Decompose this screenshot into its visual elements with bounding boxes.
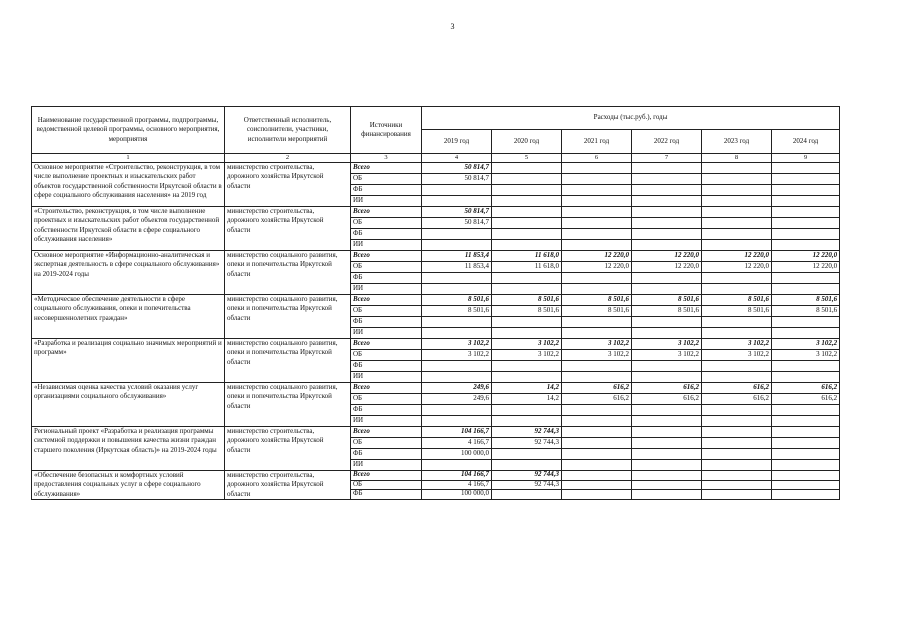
expense-value bbox=[562, 460, 632, 471]
table-row bbox=[32, 295, 840, 306]
expense-value bbox=[492, 372, 562, 383]
expense-value bbox=[702, 405, 772, 416]
expense-value: 3 102,2 bbox=[562, 350, 632, 361]
column-number: 9 bbox=[772, 154, 840, 163]
funding-source: ОБ bbox=[351, 438, 422, 449]
expense-value bbox=[702, 449, 772, 460]
expense-value bbox=[632, 185, 702, 196]
expense-value bbox=[772, 361, 840, 372]
expense-value bbox=[702, 361, 772, 372]
measure-name: «Независимая оценка качества условий оказания услуг организациями социального обслуживания» bbox=[32, 383, 225, 427]
expense-value bbox=[772, 449, 840, 460]
expense-value bbox=[492, 361, 562, 372]
header-year: 2023 год bbox=[702, 130, 772, 154]
responsible-executor: министерство социального развития, опеки и попечительства Иркутской области bbox=[225, 295, 351, 339]
expense-value bbox=[562, 449, 632, 460]
responsible-executor: министерство строительства, дорожного хозяйства Иркутской области bbox=[225, 163, 351, 207]
expense-value: 4 166,7 bbox=[422, 438, 492, 449]
expense-value bbox=[772, 174, 840, 185]
responsible-executor: министерство строительства, дорожного хозяйства Иркутской области bbox=[225, 427, 351, 471]
expense-value: 12 220,0 bbox=[772, 251, 840, 262]
measure-name: «Обеспечение безопасных и комфортных условий предоставления социальных услуг в сфере социального обслуживания» bbox=[32, 471, 225, 500]
funding-source: ФБ bbox=[351, 449, 422, 460]
expense-value bbox=[562, 372, 632, 383]
expense-value: 8 501,6 bbox=[562, 306, 632, 317]
column-number: 4 bbox=[422, 154, 492, 163]
expense-value bbox=[492, 449, 562, 460]
expense-value: 12 220,0 bbox=[772, 262, 840, 273]
funding-source: ФБ bbox=[351, 317, 422, 328]
table-row bbox=[32, 471, 840, 481]
expense-value: 3 102,2 bbox=[772, 350, 840, 361]
expense-value: 11 853,4 bbox=[422, 251, 492, 262]
funding-source: ОБ bbox=[351, 306, 422, 317]
funding-source: ОБ bbox=[351, 480, 422, 490]
expense-value bbox=[422, 405, 492, 416]
expense-value bbox=[562, 427, 632, 438]
expense-value bbox=[562, 174, 632, 185]
expense-value bbox=[562, 284, 632, 295]
funding-source: ИИ bbox=[351, 372, 422, 383]
expense-value: 616,2 bbox=[702, 394, 772, 405]
expense-value: 50 814,7 bbox=[422, 174, 492, 185]
expense-value: 3 102,2 bbox=[702, 339, 772, 350]
expense-value bbox=[702, 273, 772, 284]
responsible-executor: министерство социального развития, опеки и попечительства Иркутской области bbox=[225, 383, 351, 427]
column-number: 2 bbox=[225, 154, 351, 163]
expense-value bbox=[772, 207, 840, 218]
funding-source: ИИ bbox=[351, 328, 422, 339]
expense-value bbox=[562, 490, 632, 500]
expense-value bbox=[632, 480, 702, 490]
expense-value bbox=[702, 284, 772, 295]
expense-value bbox=[632, 471, 702, 481]
expense-value: 12 220,0 bbox=[562, 251, 632, 262]
expense-value bbox=[632, 163, 702, 174]
expense-value: 50 814,7 bbox=[422, 163, 492, 174]
expense-value bbox=[632, 416, 702, 427]
header-year: 2020 год bbox=[492, 130, 562, 154]
expense-value: 3 102,2 bbox=[702, 350, 772, 361]
expense-value bbox=[632, 207, 702, 218]
expense-value bbox=[632, 174, 702, 185]
expense-value bbox=[772, 273, 840, 284]
expense-value bbox=[772, 218, 840, 229]
funding-source: ФБ bbox=[351, 490, 422, 500]
expense-value: 3 102,2 bbox=[632, 350, 702, 361]
expense-value bbox=[492, 416, 562, 427]
expense-value bbox=[562, 207, 632, 218]
expense-value bbox=[492, 284, 562, 295]
expense-value bbox=[562, 328, 632, 339]
expense-value: 92 744,3 bbox=[492, 480, 562, 490]
expense-value bbox=[562, 163, 632, 174]
expense-value bbox=[772, 328, 840, 339]
funding-source: Всего bbox=[351, 251, 422, 262]
expense-value bbox=[632, 460, 702, 471]
funding-source: Всего bbox=[351, 427, 422, 438]
table-row bbox=[32, 251, 840, 262]
header-year: 2021 год bbox=[562, 130, 632, 154]
expense-value: 12 220,0 bbox=[632, 251, 702, 262]
expense-value bbox=[702, 328, 772, 339]
expense-value bbox=[562, 218, 632, 229]
expense-value bbox=[562, 405, 632, 416]
funding-source: ФБ bbox=[351, 273, 422, 284]
expense-value: 616,2 bbox=[632, 394, 702, 405]
measure-name: Основное мероприятие «Строительство, реконструкция, в том числе выполнение проектных и изыскательских работ объектов государственной собственности Иркутской области в сфере социального обслуживания населения» на 2019 год bbox=[32, 163, 225, 207]
expense-value bbox=[702, 490, 772, 500]
header-name: Наименование государственной программы, подпрограммы, ведомственной целевой программы, основного мероприятия, мероприятия bbox=[32, 107, 225, 154]
funding-source: Всего bbox=[351, 339, 422, 350]
expense-value bbox=[772, 284, 840, 295]
expense-value: 8 501,6 bbox=[562, 295, 632, 306]
expense-value: 100 000,0 bbox=[422, 449, 492, 460]
measure-name: «Строительство, реконструкция, в том числе выполнение проектных и изыскательских работ объектов государственной собственности Иркутской области в сфере социального обслуживания населения» bbox=[32, 207, 225, 251]
expense-value: 3 102,2 bbox=[562, 339, 632, 350]
expense-value bbox=[492, 490, 562, 500]
expense-value: 8 501,6 bbox=[702, 306, 772, 317]
expense-value bbox=[702, 185, 772, 196]
expense-value bbox=[422, 240, 492, 251]
funding-source: ФБ bbox=[351, 361, 422, 372]
expense-value bbox=[772, 490, 840, 500]
expense-value: 616,2 bbox=[772, 383, 840, 394]
measure-name: «Методическое обеспечение деятельности в сфере социального обслуживания, опеки и попечительства несовершеннолетних граждан» bbox=[32, 295, 225, 339]
expense-value bbox=[562, 273, 632, 284]
expense-value bbox=[562, 438, 632, 449]
expense-value bbox=[772, 480, 840, 490]
expense-value bbox=[492, 207, 562, 218]
table-row bbox=[32, 207, 840, 218]
funding-source: ИИ bbox=[351, 460, 422, 471]
expense-value bbox=[562, 196, 632, 207]
expense-value: 92 744,3 bbox=[492, 427, 562, 438]
expense-value bbox=[492, 163, 562, 174]
expense-value: 8 501,6 bbox=[492, 295, 562, 306]
funding-source: ОБ bbox=[351, 394, 422, 405]
funding-source: Всего bbox=[351, 471, 422, 481]
expense-value: 3 102,2 bbox=[422, 339, 492, 350]
funding-source: ИИ bbox=[351, 196, 422, 207]
expense-value bbox=[772, 471, 840, 481]
expense-value: 3 102,2 bbox=[492, 339, 562, 350]
expense-value bbox=[632, 405, 702, 416]
expense-value bbox=[632, 229, 702, 240]
expense-value: 616,2 bbox=[702, 383, 772, 394]
funding-source: Всего bbox=[351, 295, 422, 306]
column-number: 1 bbox=[32, 154, 225, 163]
expense-value bbox=[702, 471, 772, 481]
expense-value bbox=[492, 460, 562, 471]
funding-source: ОБ bbox=[351, 218, 422, 229]
responsible-executor: министерство строительства, дорожного хозяйства Иркутской области bbox=[225, 207, 351, 251]
expense-value bbox=[632, 240, 702, 251]
expense-value bbox=[702, 218, 772, 229]
funding-source: Всего bbox=[351, 163, 422, 174]
table-row bbox=[32, 339, 840, 350]
header-source: Источники финансирования bbox=[351, 107, 422, 154]
expense-value bbox=[702, 480, 772, 490]
expense-value bbox=[562, 317, 632, 328]
expense-value bbox=[772, 460, 840, 471]
expense-value bbox=[492, 317, 562, 328]
expense-value bbox=[632, 438, 702, 449]
header-executor: Ответственный исполнитель, соисполнители, участники, исполнители мероприятий bbox=[225, 107, 351, 154]
expense-value: 616,2 bbox=[772, 394, 840, 405]
column-number: 5 bbox=[492, 154, 562, 163]
expense-value: 8 501,6 bbox=[492, 306, 562, 317]
expense-value: 12 220,0 bbox=[632, 262, 702, 273]
expense-value bbox=[702, 207, 772, 218]
expense-value bbox=[562, 471, 632, 481]
expense-value: 8 501,6 bbox=[772, 295, 840, 306]
measure-name: «Разработка и реализация социально значимых мероприятий и программ» bbox=[32, 339, 225, 383]
expense-value: 249,6 bbox=[422, 394, 492, 405]
expense-value bbox=[702, 438, 772, 449]
expense-value: 8 501,6 bbox=[772, 306, 840, 317]
table-row bbox=[32, 383, 840, 394]
expense-value bbox=[772, 372, 840, 383]
expense-value bbox=[422, 361, 492, 372]
header-year: 2024 год bbox=[772, 130, 840, 154]
expense-value bbox=[632, 284, 702, 295]
expense-value bbox=[632, 490, 702, 500]
expense-value bbox=[562, 240, 632, 251]
expense-value bbox=[632, 372, 702, 383]
table-row bbox=[32, 427, 840, 438]
measure-name: Региональный проект «Разработка и реализация программы системной поддержки и повышения качества жизни граждан старшего поколения (Иркутская область)» на 2019-2024 годы bbox=[32, 427, 225, 471]
header-year: 2019 год bbox=[422, 130, 492, 154]
expense-value bbox=[492, 229, 562, 240]
expense-value bbox=[492, 273, 562, 284]
expense-value bbox=[702, 196, 772, 207]
responsible-executor: министерство строительства, дорожного хозяйства Иркутской области bbox=[225, 471, 351, 500]
responsible-executor: министерство социального развития, опеки и попечительства Иркутской области bbox=[225, 251, 351, 295]
expense-value bbox=[702, 427, 772, 438]
expense-value bbox=[772, 416, 840, 427]
expense-value bbox=[422, 416, 492, 427]
expense-value bbox=[772, 196, 840, 207]
expense-value: 12 220,0 bbox=[702, 262, 772, 273]
expense-value bbox=[772, 427, 840, 438]
expense-value: 11 618,0 bbox=[492, 262, 562, 273]
expense-value bbox=[772, 317, 840, 328]
expense-value bbox=[632, 449, 702, 460]
expense-value: 11 853,4 bbox=[422, 262, 492, 273]
table-row bbox=[32, 163, 840, 174]
expense-value bbox=[492, 196, 562, 207]
expense-value: 50 814,7 bbox=[422, 218, 492, 229]
expense-value: 92 744,3 bbox=[492, 438, 562, 449]
expense-value bbox=[562, 416, 632, 427]
expense-value: 50 814,7 bbox=[422, 207, 492, 218]
header-year: 2022 год bbox=[632, 130, 702, 154]
expense-value bbox=[702, 163, 772, 174]
expense-value: 8 501,6 bbox=[422, 306, 492, 317]
expense-value bbox=[422, 372, 492, 383]
expense-value: 3 102,2 bbox=[492, 350, 562, 361]
expense-value: 12 220,0 bbox=[702, 251, 772, 262]
header-expenses: Расходы (тыс.руб.), годы bbox=[422, 107, 840, 130]
measure-name: Основное мероприятие «Информационно-аналитическая и экспертная деятельность в сфере социального обслуживания» на 2019-2024 годы bbox=[32, 251, 225, 295]
expense-value: 104 166,7 bbox=[422, 471, 492, 481]
expense-value: 616,2 bbox=[562, 383, 632, 394]
expense-value bbox=[772, 438, 840, 449]
expense-value: 14,2 bbox=[492, 394, 562, 405]
expense-value: 8 501,6 bbox=[422, 295, 492, 306]
expense-value: 616,2 bbox=[562, 394, 632, 405]
funding-source: ИИ bbox=[351, 284, 422, 295]
expense-value bbox=[772, 229, 840, 240]
expense-value bbox=[422, 317, 492, 328]
expense-value bbox=[702, 416, 772, 427]
expenses-table bbox=[31, 106, 840, 500]
responsible-executor: министерство социального развития, опеки и попечительства Иркутской области bbox=[225, 339, 351, 383]
expense-value bbox=[772, 185, 840, 196]
expense-value bbox=[422, 229, 492, 240]
expense-value: 616,2 bbox=[632, 383, 702, 394]
expense-value: 12 220,0 bbox=[562, 262, 632, 273]
expense-value bbox=[422, 460, 492, 471]
expense-value bbox=[562, 185, 632, 196]
funding-source: Всего bbox=[351, 383, 422, 394]
expense-value: 8 501,6 bbox=[632, 306, 702, 317]
funding-source: ИИ bbox=[351, 416, 422, 427]
expense-value bbox=[562, 229, 632, 240]
expense-value bbox=[702, 317, 772, 328]
expense-value: 3 102,2 bbox=[772, 339, 840, 350]
funding-source: ИИ bbox=[351, 240, 422, 251]
funding-source: ОБ bbox=[351, 174, 422, 185]
funding-source: Всего bbox=[351, 207, 422, 218]
funding-source: ФБ bbox=[351, 405, 422, 416]
expense-value: 3 102,2 bbox=[422, 350, 492, 361]
expense-value bbox=[632, 328, 702, 339]
expense-value bbox=[492, 218, 562, 229]
expense-value bbox=[492, 328, 562, 339]
expense-value bbox=[702, 229, 772, 240]
expense-value bbox=[492, 185, 562, 196]
expense-value bbox=[772, 240, 840, 251]
expense-value bbox=[492, 174, 562, 185]
expense-value bbox=[702, 174, 772, 185]
expense-value: 3 102,2 bbox=[632, 339, 702, 350]
expense-value bbox=[492, 240, 562, 251]
expense-value bbox=[632, 361, 702, 372]
expense-value bbox=[422, 328, 492, 339]
page-number: 3 bbox=[450, 22, 455, 31]
expense-value bbox=[422, 185, 492, 196]
funding-source: ФБ bbox=[351, 185, 422, 196]
expense-value bbox=[772, 405, 840, 416]
expense-value: 92 744,3 bbox=[492, 471, 562, 481]
expense-value bbox=[632, 317, 702, 328]
expense-value: 249,6 bbox=[422, 383, 492, 394]
funding-source: ОБ bbox=[351, 350, 422, 361]
expense-value bbox=[492, 405, 562, 416]
column-number: 8 bbox=[702, 154, 772, 163]
expense-value: 8 501,6 bbox=[702, 295, 772, 306]
funding-source: ОБ bbox=[351, 262, 422, 273]
expense-value: 104 166,7 bbox=[422, 427, 492, 438]
expense-value bbox=[702, 240, 772, 251]
expense-value: 14,2 bbox=[492, 383, 562, 394]
expense-value bbox=[702, 460, 772, 471]
expense-value: 8 501,6 bbox=[632, 295, 702, 306]
expense-value bbox=[422, 273, 492, 284]
expense-value bbox=[632, 218, 702, 229]
expense-value bbox=[772, 163, 840, 174]
expense-value bbox=[632, 196, 702, 207]
expense-value: 4 166,7 bbox=[422, 480, 492, 490]
column-number: 6 bbox=[562, 154, 632, 163]
expense-value bbox=[702, 372, 772, 383]
column-number: 7 bbox=[632, 154, 702, 163]
expense-value bbox=[562, 480, 632, 490]
expense-value: 100 000,0 bbox=[422, 490, 492, 500]
expense-value: 11 618,0 bbox=[492, 251, 562, 262]
funding-source: ФБ bbox=[351, 229, 422, 240]
expense-value bbox=[632, 427, 702, 438]
expense-value bbox=[422, 196, 492, 207]
column-number: 3 bbox=[351, 154, 422, 163]
expense-value bbox=[562, 361, 632, 372]
expense-value bbox=[422, 284, 492, 295]
expense-value bbox=[632, 273, 702, 284]
